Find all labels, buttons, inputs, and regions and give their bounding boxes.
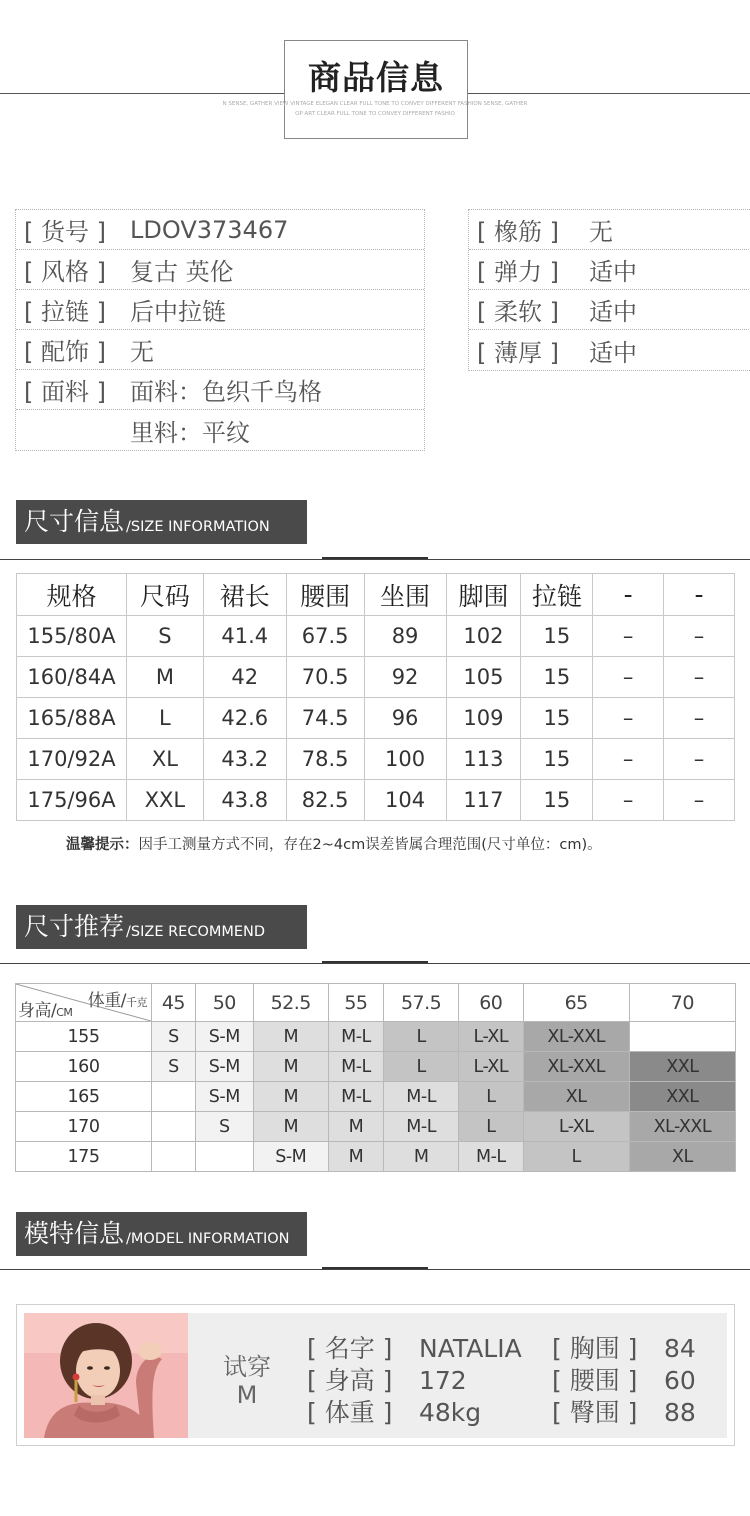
size-table: [16, 573, 735, 821]
recommended-size-cell: S-M: [195, 1052, 253, 1082]
recommended-size-cell: [152, 1142, 196, 1172]
size-table-cell: 92: [364, 657, 446, 698]
recommended-size-cell: XXL: [629, 1082, 735, 1112]
recommended-size-cell: XL: [523, 1082, 629, 1112]
recommended-size-cell: M-L: [384, 1112, 459, 1142]
size-recommend-heading: [16, 905, 307, 949]
weight-header-cell: 52.5: [253, 984, 328, 1022]
size-table-cell: –: [593, 657, 664, 698]
recommended-size-cell: S: [152, 1052, 196, 1082]
recommended-size-cell: M-L: [328, 1082, 384, 1112]
size-table-cell: 170/92A: [17, 739, 127, 780]
recommended-size-cell: [195, 1142, 253, 1172]
recommended-size-cell: M: [253, 1052, 328, 1082]
info-key: [ 弹力 ]: [477, 258, 559, 286]
info-row-style: [16, 250, 424, 290]
size-table-cell: –: [593, 616, 664, 657]
size-table-cell: 15: [521, 616, 593, 657]
recommended-size-cell: L-XL: [459, 1052, 524, 1082]
try-on-label: 试穿: [223, 1353, 271, 1381]
size-table-cell: –: [593, 739, 664, 780]
size-table-cell: L: [126, 698, 203, 739]
size-table-cell: M: [126, 657, 203, 698]
recommended-size-cell: S: [195, 1112, 253, 1142]
recommend-row: [16, 1082, 736, 1112]
size-table-cell: –: [664, 698, 735, 739]
info-key: [ 拉链 ]: [24, 298, 106, 326]
info-row-softness: [469, 290, 750, 330]
size-table-cell: –: [664, 616, 735, 657]
info-row-item-no: [16, 210, 424, 250]
recommended-size-cell: L: [384, 1022, 459, 1052]
model-photo: [24, 1313, 188, 1438]
model-info-panel: [24, 1313, 727, 1438]
recommended-size-cell: [152, 1082, 196, 1112]
size-table-cell: S: [126, 616, 203, 657]
size-table-header-row: [17, 574, 735, 616]
header-subtitle-line-1: N SENSE, GATHER VIEW VINTAGE ELEGAN CLEAR FULL TONE TO CONVEY DIFFERENT FASHION SENSE, GATHER: [222, 101, 528, 107]
model-key: [ 臀围 ]: [552, 1398, 638, 1427]
model-bust-row: [552, 1329, 696, 1365]
size-table-cell: –: [593, 698, 664, 739]
info-value: 无: [589, 218, 613, 246]
recommended-size-cell: S-M: [253, 1142, 328, 1172]
height-cell: 175: [16, 1142, 152, 1172]
recommended-size-cell: M-L: [459, 1142, 524, 1172]
size-table-row: [17, 616, 735, 657]
model-bust-value: 84: [664, 1334, 696, 1363]
size-table-cell: 15: [521, 698, 593, 739]
size-table-cell: 43.2: [203, 739, 286, 780]
info-value: 后中拉链: [130, 298, 226, 326]
size-table-header-cell: -: [664, 574, 735, 616]
section-title-zh: 尺寸推荐: [24, 912, 125, 941]
size-table-cell: 43.8: [203, 780, 286, 821]
size-table-cell: 113: [446, 739, 521, 780]
size-table-cell: 89: [364, 616, 446, 657]
recommended-size-cell: M: [253, 1022, 328, 1052]
size-table-cell: 105: [446, 657, 521, 698]
recommended-size-cell: L: [384, 1052, 459, 1082]
info-row-stretch: [469, 250, 750, 290]
model-hip-row: [552, 1393, 696, 1429]
size-table-cell: –: [664, 780, 735, 821]
info-value: LDOV373467: [130, 215, 289, 244]
height-cell: 155: [16, 1022, 152, 1052]
info-row-accessory: [16, 330, 424, 370]
info-key: [ 橡筋 ]: [477, 218, 559, 246]
size-table-cell: XXL: [126, 780, 203, 821]
recommended-size-cell: M: [328, 1142, 384, 1172]
recommend-row: [16, 1142, 736, 1172]
size-table-cell: 15: [521, 657, 593, 698]
size-table-cell: 15: [521, 739, 593, 780]
info-value: 面料：色织千鸟格: [130, 378, 322, 406]
size-table-header-cell: 规格: [17, 574, 127, 616]
model-name-row: [307, 1329, 522, 1365]
product-info-table-right: [468, 209, 750, 371]
model-waist-value: 60: [664, 1366, 696, 1395]
recommended-size-cell: L-XL: [523, 1112, 629, 1142]
recommended-size-cell: M-L: [328, 1052, 384, 1082]
section-rule: [0, 1269, 750, 1270]
size-table-cell: 70.5: [286, 657, 364, 698]
size-table-row: [17, 698, 735, 739]
weight-header-cell: 70: [629, 984, 735, 1022]
info-row-zipper: [16, 290, 424, 330]
section-title-zh: 尺寸信息: [24, 507, 125, 536]
section-title-zh: 模特信息: [24, 1219, 125, 1248]
model-weight-value: 48kg: [419, 1398, 482, 1427]
recommended-size-cell: [152, 1112, 196, 1142]
page-title: 商品信息: [308, 58, 444, 97]
model-key: [ 胸围 ]: [552, 1334, 638, 1363]
weight-unit: 千克: [126, 996, 147, 1009]
info-value: 适中: [589, 298, 637, 326]
recommended-size-cell: XL-XXL: [629, 1112, 735, 1142]
recommended-size-cell: XL-XXL: [523, 1022, 629, 1052]
size-table-row: [17, 780, 735, 821]
recommended-size-cell: M-L: [328, 1022, 384, 1052]
size-table-cell: 42.6: [203, 698, 286, 739]
size-table-cell: 102: [446, 616, 521, 657]
size-table-header-cell: 拉链: [521, 574, 593, 616]
weight-header-cell: 60: [459, 984, 524, 1022]
model-key: [ 身高 ]: [307, 1366, 393, 1395]
size-table-cell: –: [664, 657, 735, 698]
size-table-header-cell: 脚围: [446, 574, 521, 616]
size-table-header-cell: 尺码: [126, 574, 203, 616]
size-info-heading: [16, 500, 307, 544]
info-value: 复古 英伦: [130, 258, 234, 286]
info-row-thickness: [469, 330, 750, 370]
model-key: [ 体重 ]: [307, 1398, 393, 1427]
note-label: 温馨提示：: [66, 837, 139, 853]
section-title-en: /SIZE INFORMATION: [126, 519, 270, 535]
recommended-size-cell: S: [152, 1022, 196, 1052]
size-table-cell: 160/84A: [17, 657, 127, 698]
model-weight-row: [307, 1393, 481, 1429]
info-key: [ 货号 ]: [24, 218, 106, 246]
info-value: 适中: [589, 258, 637, 286]
recommended-size-cell: S-M: [195, 1082, 253, 1112]
recommend-header-row: [16, 984, 736, 1022]
size-table-cell: 74.5: [286, 698, 364, 739]
section-title-en: /MODEL INFORMATION: [126, 1231, 290, 1247]
model-key: [ 名字 ]: [307, 1334, 393, 1363]
size-recommend-table: [15, 983, 736, 1172]
model-height-value: 172: [419, 1366, 467, 1395]
size-table-cell: 175/96A: [17, 780, 127, 821]
recommended-size-cell: XXL: [629, 1052, 735, 1082]
size-table-cell: XL: [126, 739, 203, 780]
model-name-value: NATALIA: [419, 1334, 522, 1363]
size-table-cell: –: [664, 739, 735, 780]
section-title-en: /SIZE RECOMMEND: [126, 924, 266, 940]
product-info-table-left: [15, 209, 425, 451]
recommended-size-cell: [629, 1022, 735, 1052]
weight-axis-label: [88, 986, 147, 1011]
size-table-cell: 155/80A: [17, 616, 127, 657]
info-row-elastic-band: [469, 210, 750, 250]
height-label: 身高/: [18, 1001, 57, 1021]
height-cell: 160: [16, 1052, 152, 1082]
info-value: 适中: [589, 338, 637, 367]
size-table-cell: 15: [521, 780, 593, 821]
recommended-size-cell: L: [459, 1082, 524, 1112]
size-table-row: [17, 739, 735, 780]
size-table-cell: 117: [446, 780, 521, 821]
height-axis-label: [18, 996, 72, 1021]
size-table-header-cell: 裙长: [203, 574, 286, 616]
model-info-card: [16, 1304, 735, 1446]
section-rule: [0, 963, 750, 964]
weight-header-cell: 57.5: [384, 984, 459, 1022]
size-table-header-cell: 坐围: [364, 574, 446, 616]
recommended-size-cell: L-XL: [459, 1022, 524, 1052]
size-table-cell: 96: [364, 698, 446, 739]
info-row-fabric: [16, 370, 424, 410]
recommended-size-cell: XL-XXL: [523, 1052, 629, 1082]
recommended-size-cell: M: [384, 1142, 459, 1172]
weight-header-cell: 55: [328, 984, 384, 1022]
recommended-size-cell: L: [523, 1142, 629, 1172]
size-table-cell: 41.4: [203, 616, 286, 657]
info-key: [ 柔软 ]: [477, 298, 559, 326]
weight-header-cell: 65: [523, 984, 629, 1022]
model-height-row: [307, 1361, 467, 1397]
weight-label: 体重/: [87, 991, 126, 1011]
recommend-row: [16, 1052, 736, 1082]
size-table-cell: –: [593, 780, 664, 821]
info-key: [ 配饰 ]: [24, 338, 106, 366]
model-info-heading: [16, 1212, 307, 1256]
recommended-size-cell: M: [328, 1112, 384, 1142]
size-table-cell: 42: [203, 657, 286, 698]
section-rule: [0, 559, 750, 560]
try-on-size-value: M: [236, 1381, 258, 1409]
size-table-header-cell: 腰围: [286, 574, 364, 616]
recommended-size-cell: M: [253, 1082, 328, 1112]
recommend-row: [16, 1022, 736, 1052]
model-key: [ 腰围 ]: [552, 1366, 638, 1395]
info-key: [ 风格 ]: [24, 258, 106, 286]
recommended-size-cell: S-M: [195, 1022, 253, 1052]
size-table-cell: 82.5: [286, 780, 364, 821]
model-hip-value: 88: [664, 1398, 696, 1427]
model-waist-row: [552, 1361, 696, 1397]
size-table-cell: 104: [364, 780, 446, 821]
height-cell: 170: [16, 1112, 152, 1142]
size-table-cell: 100: [364, 739, 446, 780]
weight-header-cell: 45: [152, 984, 196, 1022]
measurement-note: [66, 833, 602, 854]
size-table-cell: 109: [446, 698, 521, 739]
weight-header-cell: 50: [195, 984, 253, 1022]
recommend-corner-cell: [16, 984, 152, 1022]
recommended-size-cell: M: [253, 1112, 328, 1142]
info-key: [ 面料 ]: [24, 378, 106, 406]
recommended-size-cell: L: [459, 1112, 524, 1142]
size-table-cell: 165/88A: [17, 698, 127, 739]
size-table-cell: 67.5: [286, 616, 364, 657]
recommend-row: [16, 1112, 736, 1142]
height-unit: CM: [56, 1006, 73, 1019]
header-subtitle-line-2: OP ART CLEAR FULL TONE TO CONVEY DIFFERENT FASHIO: [295, 111, 455, 117]
size-table-cell: 78.5: [286, 739, 364, 780]
info-value: 无: [130, 338, 154, 366]
info-row-lining: [16, 410, 424, 450]
size-table-header-cell: -: [593, 574, 664, 616]
note-text: 因手工测量方式不同，存在2~4cm误差皆属合理范围(尺寸单位：cm)。: [138, 837, 602, 853]
height-cell: 165: [16, 1082, 152, 1112]
recommended-size-cell: XL: [629, 1142, 735, 1172]
model-portrait-illustration: [24, 1313, 188, 1438]
info-key: [ 薄厚 ]: [477, 338, 559, 367]
size-table-row: [17, 657, 735, 698]
info-value: 里料：平纹: [130, 418, 250, 447]
recommended-size-cell: M-L: [384, 1082, 459, 1112]
try-on-size: [217, 1353, 277, 1409]
